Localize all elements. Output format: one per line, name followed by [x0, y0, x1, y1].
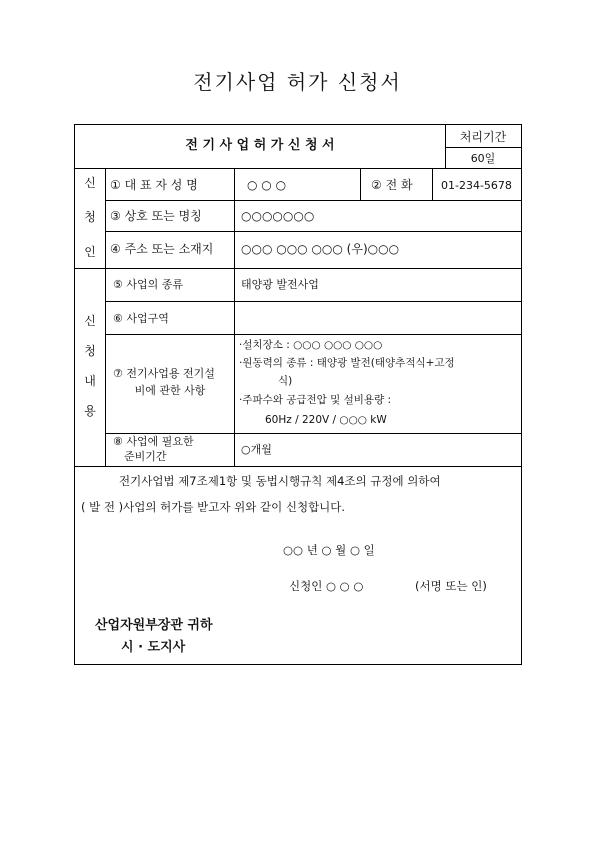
- recipient-governor: 시 · 도지사: [121, 640, 186, 655]
- divider: [105, 200, 521, 201]
- form-heading: 전 기 사 업 허 가 신 청 서: [185, 138, 335, 153]
- applicant-side-label-3: 인: [84, 245, 96, 259]
- company-name-label: ③ 상호 또는 명칭: [110, 209, 202, 223]
- prep-period-value: ○개월: [241, 443, 272, 456]
- processing-period-value: 60일: [470, 152, 496, 165]
- applicant-signature-name: 신청인 ○ ○ ○: [289, 579, 364, 593]
- divider: [105, 168, 106, 466]
- divider: [360, 168, 361, 200]
- company-name-value: ○○○○○○○: [241, 209, 315, 223]
- phone-label: ② 전 화: [371, 178, 413, 192]
- facility-line-4: ·주파수와 공급전압 및 설비용량 :: [239, 394, 392, 406]
- facility-line-1: ·설치장소 : ○○○ ○○○ ○○○: [239, 339, 383, 351]
- divider: [234, 168, 235, 466]
- divider: [105, 433, 521, 434]
- business-area-label: ⑥ 사업구역: [113, 312, 169, 325]
- business-type-value: 태양광 발전사업: [241, 278, 319, 291]
- recipient-ministry: 산업자원부장관 귀하: [95, 618, 213, 633]
- facility-line-3: 식): [278, 375, 293, 387]
- facility-line-5: 60Hz / 220V / ○○○ kW: [265, 414, 387, 426]
- content-side-label-4: 용: [84, 404, 96, 418]
- divider: [75, 168, 521, 169]
- content-side-label-3: 내: [84, 374, 96, 388]
- address-value: ○○○ ○○○ ○○○ (우)○○○: [241, 242, 400, 256]
- application-form: [74, 124, 522, 665]
- divider: [105, 334, 521, 335]
- divider: [75, 268, 521, 269]
- prep-period-label-line2: 준비기간: [124, 450, 167, 463]
- application-date: ○○ 년 ○ 월 ○ 일: [283, 543, 375, 557]
- document-title: 전기사업 허가 신청서: [193, 70, 402, 94]
- statement-line-1: 전기사업법 제7조제1항 및 동법시행규칙 제4조의 규정에 의하여: [119, 474, 441, 488]
- address-label: ④ 주소 또는 소재지: [110, 242, 214, 256]
- divider: [75, 466, 521, 467]
- representative-name-value: ○ ○ ○: [247, 178, 287, 192]
- content-side-label-1: 신: [84, 314, 96, 328]
- content-side-label-2: 청: [84, 344, 96, 358]
- applicant-side-label-2: 청: [84, 210, 96, 224]
- facility-label-line2: 비에 관한 사항: [134, 384, 206, 397]
- divider: [432, 168, 433, 200]
- facility-label-line1: ⑦ 전기사업용 전기설: [113, 367, 215, 380]
- processing-period-label: 처리기간: [459, 130, 507, 144]
- phone-value: 01-234-5678: [441, 179, 512, 192]
- divider: [105, 231, 521, 232]
- signature-note: (서명 또는 인): [415, 579, 487, 593]
- representative-name-label: ① 대 표 자 성 명: [110, 178, 198, 192]
- business-type-label: ⑤ 사업의 종류: [113, 278, 183, 291]
- applicant-side-label-1: 신: [84, 176, 96, 190]
- divider: [445, 147, 521, 148]
- statement-line-2: ( 발 전 )사업의 허가를 받고자 위와 같이 신청합니다.: [81, 500, 346, 514]
- prep-period-label-line1: ⑧ 사업에 필요한: [113, 435, 194, 448]
- divider: [105, 301, 521, 302]
- facility-line-2: ·원동력의 종류 : 태양광 발전(태양추적식+고정: [239, 357, 455, 369]
